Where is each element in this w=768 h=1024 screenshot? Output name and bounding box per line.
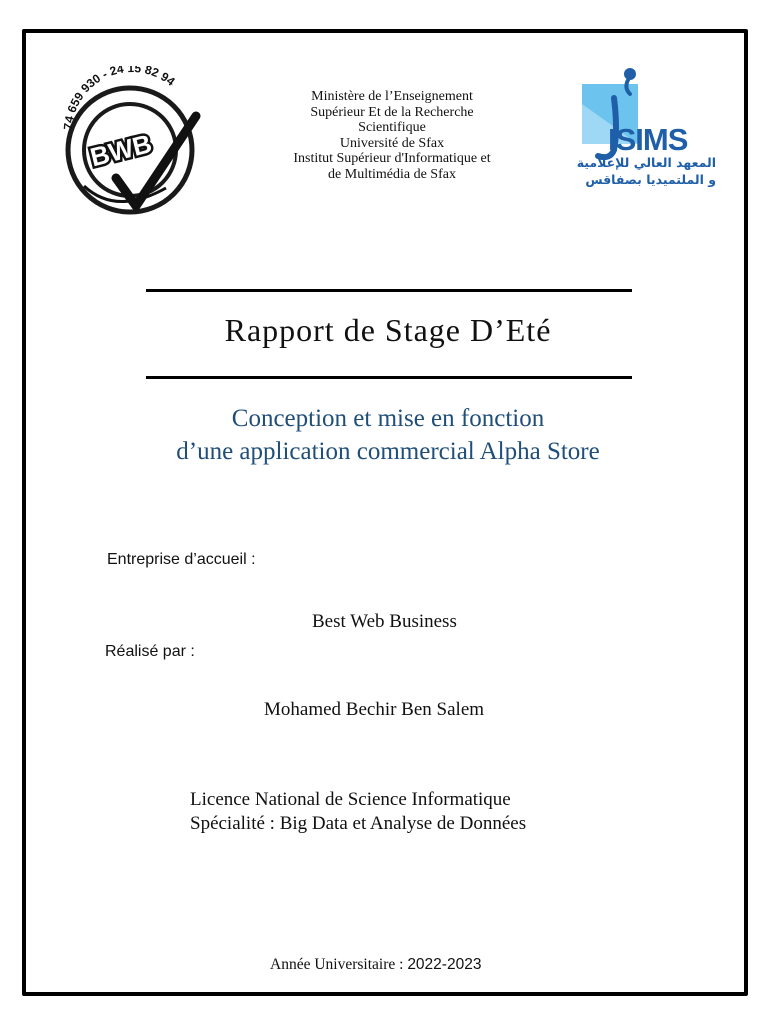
- subtitle-line: d’une application commercial Alpha Store: [176, 438, 600, 465]
- ministry-line: Supérieur Et de la Recherche: [310, 104, 474, 120]
- academic-year: [270, 956, 481, 974]
- ministry-line: de Multimédia de Sfax: [328, 166, 456, 182]
- degree-line: Licence National de Science Informatique: [190, 789, 511, 810]
- academic-year-value: 2022-2023: [407, 956, 482, 973]
- title-rule-top: [146, 289, 632, 292]
- ministry-header: [262, 89, 522, 183]
- ministry-line: Ministère de l’Enseignement: [311, 89, 473, 104]
- bwb-stamp-logo: [56, 66, 206, 218]
- isims-arabic-line: و الملتميديا بصفاقس: [585, 172, 716, 187]
- author-label: Réalisé par :: [105, 643, 195, 660]
- speciality-line: Spécialité : Big Data et Analyse de Données: [190, 813, 527, 834]
- isims-arabic-line: المعهد العالي للإعلامية: [576, 155, 716, 170]
- isims-logo: [574, 64, 724, 196]
- isims-arabic-name: [574, 154, 716, 188]
- report-subtitle: [80, 402, 696, 468]
- stamp-initials: BWB: [87, 128, 155, 173]
- company-label: Entreprise d’accueil :: [107, 551, 256, 568]
- title-rule-bottom: [146, 376, 632, 379]
- academic-year-label: Année Universitaire :: [270, 956, 404, 973]
- isims-name: ISIMS: [608, 122, 688, 157]
- ministry-line: Institut Supérieur d'Informatique et: [293, 151, 491, 167]
- company-name: Best Web Business: [312, 611, 457, 632]
- degree-block: [190, 788, 526, 836]
- ministry-line: Scientifique: [358, 120, 426, 136]
- stamp-phone: 74 659 930 - 24 15 82 94: [60, 66, 178, 131]
- report-title: Rapport de Stage D’Eté: [224, 312, 552, 348]
- author-name: Mohamed Bechir Ben Salem: [264, 699, 485, 720]
- ministry-line: Université de Sfax: [339, 135, 445, 151]
- subtitle-line: Conception et mise en fonction: [231, 405, 545, 432]
